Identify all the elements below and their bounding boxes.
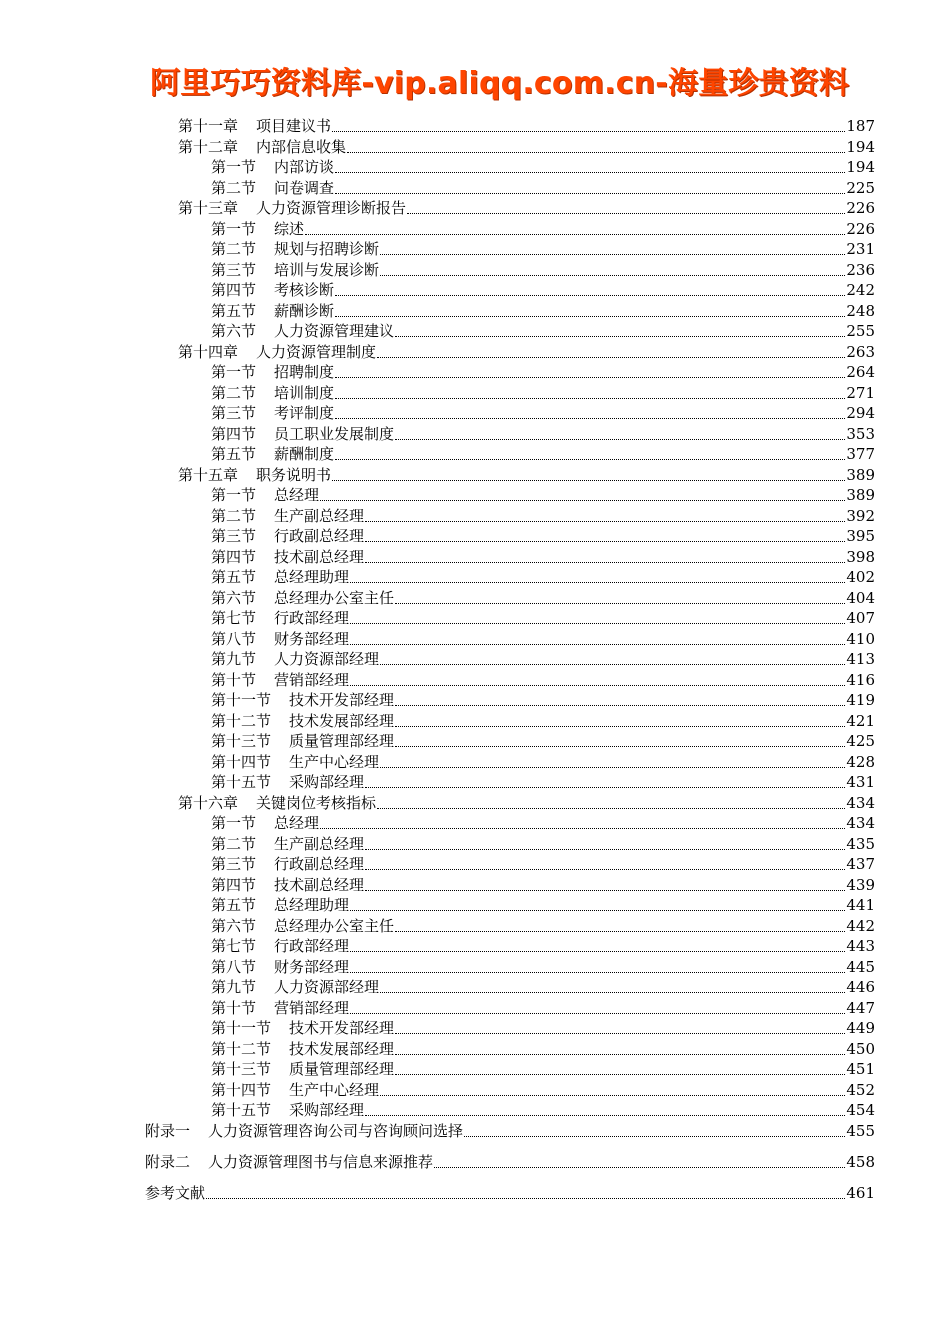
- toc-entry-page-number: 449: [846, 1019, 875, 1037]
- toc-entry[interactable]: [211, 608, 875, 628]
- toc-entry-page-number: 255: [846, 322, 875, 340]
- toc-entry-page-number: 425: [846, 732, 875, 750]
- toc-entry-page-number: 435: [846, 834, 875, 853]
- dot-leader: [395, 930, 845, 932]
- dot-leader: [380, 991, 845, 993]
- toc-entry-page-number: 450: [846, 1039, 875, 1058]
- toc-entry-title: 人力资源管理建议: [274, 322, 395, 340]
- toc-entry-page-number: 419: [846, 691, 875, 709]
- toc-entry-page-number: 447: [846, 998, 875, 1017]
- toc-entry-title: 财务部经理: [274, 957, 350, 976]
- toc-entry-title: 综述: [274, 219, 305, 238]
- dot-leader: [395, 1073, 845, 1075]
- toc-entry-page-number: 441: [846, 896, 875, 914]
- dot-leader: [335, 417, 845, 419]
- toc-entry[interactable]: [211, 1100, 875, 1120]
- toc-entry-label: 第十六章: [178, 793, 239, 812]
- dot-leader: [380, 663, 845, 665]
- toc-entry-page-number: 434: [846, 814, 875, 832]
- toc-entry-page-number: 264: [846, 363, 875, 381]
- toc-entry-page-number: 437: [846, 855, 875, 873]
- toc-entry-page-number: 389: [846, 486, 875, 504]
- toc-entry-title: 培训与发展诊断: [274, 260, 380, 279]
- toc-entry-label: 第五节: [211, 896, 257, 914]
- toc-entry-title: 人力资源管理咨询公司与咨询顾问选择: [208, 1121, 464, 1140]
- dot-leader: [377, 807, 845, 809]
- toc-entry-page-number: 263: [846, 342, 875, 361]
- toc-entry[interactable]: [211, 1039, 875, 1059]
- toc-entry[interactable]: [178, 137, 875, 157]
- toc-entry-title: 人力资源部经理: [274, 978, 380, 996]
- toc-entry-label: 第一节: [211, 814, 257, 832]
- toc-entry-page-number: 413: [846, 650, 875, 668]
- dot-leader: [395, 1032, 845, 1034]
- toc-entry-label: 第十节: [211, 670, 257, 689]
- toc-entry-label: 第十二节: [211, 1039, 272, 1058]
- toc-entry-title: 总经理办公室主任: [274, 588, 395, 607]
- toc-entry[interactable]: [145, 1152, 875, 1172]
- toc-entry-title: 人力资源部经理: [274, 650, 380, 668]
- dot-leader: [365, 520, 845, 522]
- toc-entry-label: 第十一章: [178, 117, 239, 135]
- toc-entry-title: 生产副总经理: [274, 834, 365, 853]
- toc-entry-label: 第十三章: [178, 199, 239, 217]
- toc-entry-label: 第二节: [211, 178, 257, 197]
- toc-entry-label: 第六节: [211, 588, 257, 607]
- dot-leader: [350, 581, 845, 583]
- dot-leader: [335, 192, 845, 194]
- toc-entry-label: 第二节: [211, 240, 257, 258]
- toc-entry-title: 考核诊断: [274, 281, 335, 299]
- dot-leader: [377, 356, 845, 358]
- dot-leader: [332, 130, 845, 132]
- dot-leader: [407, 212, 845, 214]
- dot-leader: [347, 151, 845, 153]
- dot-leader: [395, 1053, 845, 1055]
- toc-entry-title: 培训制度: [274, 383, 335, 402]
- toc-entry[interactable]: [178, 342, 875, 362]
- toc-entry-page-number: 431: [846, 773, 875, 791]
- toc-entry[interactable]: [211, 649, 875, 669]
- toc-entry-label: 第八节: [211, 957, 257, 976]
- toc-entry[interactable]: [211, 547, 875, 567]
- toc-entry-page-number: 442: [846, 916, 875, 935]
- toc-entry-label: 附录二: [145, 1152, 191, 1171]
- toc-entry[interactable]: [211, 690, 875, 710]
- toc-entry[interactable]: [211, 301, 875, 321]
- toc-entry-title: 薪酬诊断: [274, 301, 335, 320]
- toc-entry-page-number: 443: [846, 937, 875, 955]
- toc-entry[interactable]: [211, 752, 875, 772]
- dot-leader: [350, 643, 845, 645]
- toc-entry-title: 生产副总经理: [274, 506, 365, 525]
- toc-entry-title: 行政副总经理: [274, 527, 365, 545]
- toc-entry-label: 第八节: [211, 629, 257, 648]
- dot-leader: [206, 1197, 845, 1199]
- toc-entry-title: 生产中心经理: [289, 752, 380, 771]
- toc-entry[interactable]: [211, 813, 875, 833]
- toc-entry-page-number: 194: [846, 158, 875, 176]
- toc-entry[interactable]: [211, 219, 875, 239]
- toc-entry-page-number: 353: [846, 424, 875, 443]
- toc-entry-title: 采购部经理: [289, 773, 365, 791]
- toc-entry-title: 财务部经理: [274, 629, 350, 648]
- toc-entry-page-number: 389: [846, 465, 875, 484]
- toc-entry-label: 第一节: [211, 158, 257, 176]
- toc-entry-page-number: 461: [846, 1183, 875, 1202]
- toc-entry-title: 技术开发部经理: [289, 1019, 395, 1037]
- toc-entry[interactable]: [211, 260, 875, 280]
- toc-entry-title: 行政部经理: [274, 937, 350, 955]
- toc-entry-label: 第五节: [211, 445, 257, 463]
- toc-entry-page-number: 458: [846, 1152, 875, 1171]
- dot-leader: [350, 950, 845, 952]
- toc-entry-page-number: 242: [846, 281, 875, 299]
- dot-leader: [335, 171, 845, 173]
- toc-entry-page-number: 248: [846, 301, 875, 320]
- dot-leader: [335, 376, 845, 378]
- toc-entry-label: 第一节: [211, 486, 257, 504]
- dot-leader: [350, 1012, 845, 1014]
- dot-leader: [350, 971, 845, 973]
- dot-leader: [350, 684, 845, 686]
- toc-entry[interactable]: [211, 936, 875, 956]
- toc-entry[interactable]: [211, 772, 875, 792]
- toc-entry-label: 第六节: [211, 916, 257, 935]
- toc-entry-title: 考评制度: [274, 404, 335, 422]
- toc-entry[interactable]: [211, 731, 875, 751]
- toc-entry[interactable]: [211, 444, 875, 464]
- toc-entry-title: 营销部经理: [274, 670, 350, 689]
- toc-entry-label: 第十一节: [211, 691, 272, 709]
- toc-entry-title: 总经理: [274, 486, 320, 504]
- toc-entry-page-number: 407: [846, 609, 875, 627]
- dot-leader: [434, 1166, 845, 1168]
- toc-entry-page-number: 294: [846, 404, 875, 422]
- toc-entry-title: 内部访谈: [274, 158, 335, 176]
- dot-leader: [380, 766, 845, 768]
- toc-entry-page-number: 392: [846, 506, 875, 525]
- dot-leader: [395, 725, 845, 727]
- dot-leader: [464, 1135, 845, 1137]
- toc-entry-page-number: 451: [846, 1060, 875, 1078]
- toc-entry[interactable]: [211, 424, 875, 444]
- toc-entry-label: 第二节: [211, 834, 257, 853]
- toc-entry-title: 采购部经理: [289, 1101, 365, 1119]
- toc-entry-label: 第七节: [211, 937, 257, 955]
- toc-entry[interactable]: [211, 629, 875, 649]
- dot-leader: [380, 253, 845, 255]
- toc-entry-label: 第十二章: [178, 137, 239, 156]
- dot-leader: [365, 561, 845, 563]
- toc-entry-label: 第十二节: [211, 711, 272, 730]
- dot-leader: [380, 274, 845, 276]
- toc-entry[interactable]: [211, 403, 875, 423]
- toc-entry-page-number: 410: [846, 629, 875, 648]
- toc-entry-title: 技术开发部经理: [289, 691, 395, 709]
- banner-title: 阿里巧巧资料库-vip.aliqq.com.cn-海量珍贵资料: [150, 66, 850, 101]
- toc-entry-title: 项目建议书: [256, 117, 332, 135]
- toc-entry[interactable]: [211, 239, 875, 259]
- toc-entry-title: 营销部经理: [274, 998, 350, 1017]
- toc-entry[interactable]: [145, 1183, 875, 1203]
- toc-entry-title: 内部信息收集: [256, 137, 347, 156]
- toc-entry-label: 参考文献: [145, 1183, 206, 1202]
- toc-entry-title: 员工职业发展制度: [274, 424, 395, 443]
- dot-leader: [335, 458, 845, 460]
- dot-leader: [395, 438, 845, 440]
- toc-entry-page-number: 452: [846, 1080, 875, 1099]
- toc-entry-title: 技术发展部经理: [289, 1039, 395, 1058]
- toc-entry[interactable]: [211, 670, 875, 690]
- toc-entry-page-number: 404: [846, 588, 875, 607]
- toc-entry-page-number: 445: [846, 957, 875, 976]
- toc-entry-label: 第十三节: [211, 732, 272, 750]
- toc-entry-label: 第四节: [211, 547, 257, 566]
- dot-leader: [335, 294, 845, 296]
- toc-entry-title: 总经理助理: [274, 568, 350, 586]
- dot-leader: [365, 540, 845, 542]
- toc-entry-title: 人力资源管理图书与信息来源推荐: [208, 1152, 434, 1171]
- toc-entry-title: 总经理助理: [274, 896, 350, 914]
- dot-leader: [395, 602, 845, 604]
- dot-leader: [380, 1094, 845, 1096]
- toc-entry[interactable]: [211, 526, 875, 546]
- toc-entry-page-number: 428: [846, 752, 875, 771]
- dot-leader: [395, 704, 845, 706]
- toc-entry-label: 第十四节: [211, 752, 272, 771]
- dot-leader: [305, 233, 845, 235]
- toc-entry-title: 招聘制度: [274, 363, 335, 381]
- toc-entry[interactable]: [211, 854, 875, 874]
- toc-entry[interactable]: [211, 916, 875, 936]
- toc-entry-label: 第一节: [211, 219, 257, 238]
- toc-entry-page-number: 439: [846, 875, 875, 894]
- toc-entry-title: 总经理: [274, 814, 320, 832]
- toc-entry-label: 第十四节: [211, 1080, 272, 1099]
- toc-entry[interactable]: [211, 362, 875, 382]
- toc-entry-label: 第四节: [211, 875, 257, 894]
- dot-leader: [332, 479, 845, 481]
- toc-entry-title: 薪酬制度: [274, 445, 335, 463]
- toc-entry[interactable]: [178, 116, 875, 136]
- toc-entry-title: 行政部经理: [274, 609, 350, 627]
- toc-entry-label: 第十五节: [211, 1101, 272, 1119]
- toc-entry-title: 行政副总经理: [274, 855, 365, 873]
- toc-entry-title: 技术发展部经理: [289, 711, 395, 730]
- toc-entry-page-number: 446: [846, 978, 875, 996]
- toc-entry-label: 第十四章: [178, 342, 239, 361]
- toc-entry-page-number: 402: [846, 568, 875, 586]
- toc-entry-label: 第九节: [211, 650, 257, 668]
- toc-entry-label: 第五节: [211, 301, 257, 320]
- dot-leader: [335, 315, 845, 317]
- dot-leader: [395, 745, 845, 747]
- toc-entry[interactable]: [178, 198, 875, 218]
- toc-entry[interactable]: [211, 506, 875, 526]
- toc-entry-page-number: 454: [846, 1101, 875, 1119]
- toc-entry-label: 第三节: [211, 855, 257, 873]
- toc-entry-label: 第四节: [211, 424, 257, 443]
- toc-entry[interactable]: [211, 321, 875, 341]
- toc-entry[interactable]: [211, 957, 875, 977]
- toc-entry[interactable]: [211, 834, 875, 854]
- toc-entry-title: 问卷调查: [274, 178, 335, 197]
- toc-entry[interactable]: [211, 567, 875, 587]
- toc-entry-label: 第九节: [211, 978, 257, 996]
- toc-entry[interactable]: [211, 1059, 875, 1079]
- toc-entry-page-number: 231: [846, 240, 875, 258]
- toc-entry-title: 关键岗位考核指标: [256, 793, 377, 812]
- toc-entry-page-number: 377: [846, 445, 875, 463]
- toc-entry-label: 第四节: [211, 281, 257, 299]
- toc-entry[interactable]: [145, 1121, 875, 1141]
- toc-entry-page-number: 434: [846, 793, 875, 812]
- toc-entry-page-number: 395: [846, 527, 875, 545]
- toc-entry-label: 第五节: [211, 568, 257, 586]
- toc-entry[interactable]: [211, 998, 875, 1018]
- toc-entry-label: 第三节: [211, 527, 257, 545]
- toc-entry-page-number: 187: [846, 117, 875, 135]
- toc-entry-title: 质量管理部经理: [289, 732, 395, 750]
- toc-entry-page-number: 236: [846, 260, 875, 279]
- toc-entry[interactable]: [178, 793, 875, 813]
- toc-entry[interactable]: [211, 383, 875, 403]
- toc-entry[interactable]: [211, 711, 875, 731]
- dot-leader: [365, 1114, 845, 1116]
- toc-entry[interactable]: [211, 157, 875, 177]
- toc-entry[interactable]: [211, 485, 875, 505]
- toc-entry-page-number: 226: [846, 219, 875, 238]
- dot-leader: [320, 827, 845, 829]
- toc-entry-title: 技术副总经理: [274, 875, 365, 894]
- toc-entry[interactable]: [178, 465, 875, 485]
- toc-entry-label: 第十节: [211, 998, 257, 1017]
- toc-entry[interactable]: [211, 875, 875, 895]
- toc-entry[interactable]: [211, 280, 875, 300]
- toc-entry-label: 第二节: [211, 383, 257, 402]
- dot-leader: [365, 848, 845, 850]
- toc-entry-page-number: 398: [846, 547, 875, 566]
- dot-leader: [320, 499, 845, 501]
- toc-entry-title: 规划与招聘诊断: [274, 240, 380, 258]
- toc-entry-label: 第二节: [211, 506, 257, 525]
- toc-entry-label: 第三节: [211, 404, 257, 422]
- dot-leader: [350, 909, 845, 911]
- toc-entry-label: 第十三节: [211, 1060, 272, 1078]
- toc-entry[interactable]: [211, 1018, 875, 1038]
- toc-entry-page-number: 225: [846, 178, 875, 197]
- toc-entry-page-number: 421: [846, 711, 875, 730]
- toc-entry-title: 职务说明书: [256, 465, 332, 484]
- toc-entry-label: 第十一节: [211, 1019, 272, 1037]
- toc-entry[interactable]: [211, 895, 875, 915]
- toc-entry[interactable]: [211, 588, 875, 608]
- toc-entry-label: 第一节: [211, 363, 257, 381]
- toc-entry[interactable]: [211, 977, 875, 997]
- toc-entry-label: 第十五章: [178, 465, 239, 484]
- toc-entry-title: 人力资源管理制度: [256, 342, 377, 361]
- toc-entry-page-number: 194: [846, 137, 875, 156]
- toc-entry-title: 生产中心经理: [289, 1080, 380, 1099]
- dot-leader: [350, 622, 845, 624]
- toc-entry-page-number: 455: [846, 1121, 875, 1140]
- dot-leader: [365, 868, 845, 870]
- toc-entry-title: 质量管理部经理: [289, 1060, 395, 1078]
- toc-entry-page-number: 416: [846, 670, 875, 689]
- toc-entry-label: 第六节: [211, 322, 257, 340]
- toc-entry-label: 第十五节: [211, 773, 272, 791]
- toc-entry-title: 技术副总经理: [274, 547, 365, 566]
- dot-leader: [395, 335, 845, 337]
- toc-entry-label: 第三节: [211, 260, 257, 279]
- toc-entry-label: 第七节: [211, 609, 257, 627]
- toc-entry-title: 人力资源管理诊断报告: [256, 199, 407, 217]
- toc-entry-title: 总经理办公室主任: [274, 916, 395, 935]
- toc-entry-page-number: 271: [846, 383, 875, 402]
- dot-leader: [365, 889, 845, 891]
- toc-entry-label: 附录一: [145, 1121, 191, 1140]
- toc-entry-page-number: 226: [846, 199, 875, 217]
- dot-leader: [365, 786, 845, 788]
- dot-leader: [335, 397, 845, 399]
- toc-entry[interactable]: [211, 1080, 875, 1100]
- toc-entry[interactable]: [211, 178, 875, 198]
